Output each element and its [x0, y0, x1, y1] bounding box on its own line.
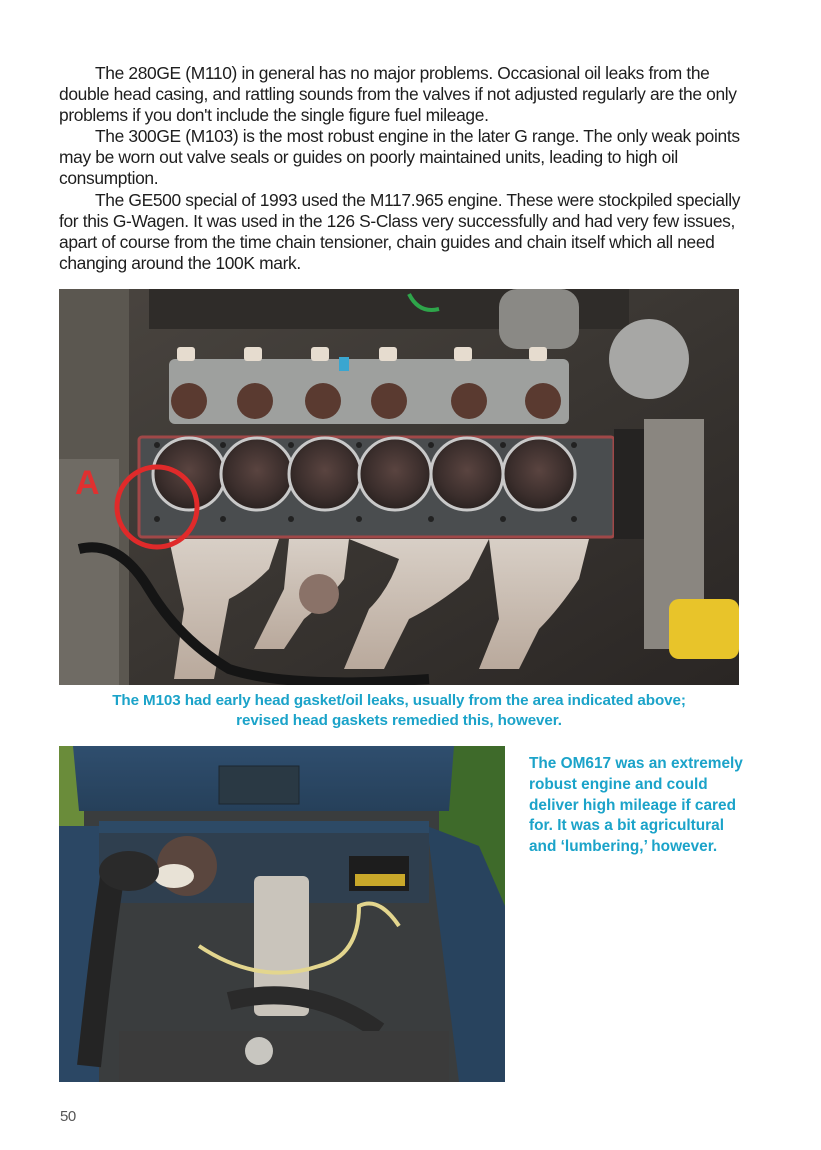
- annotation-label-a: A: [75, 464, 100, 502]
- page-number: 50: [60, 1108, 76, 1125]
- m103-engine-photo: [59, 289, 739, 685]
- caption-line-2: revised head gaskets remedied this, however.: [236, 712, 562, 729]
- figure-caption-m103: [59, 691, 739, 731]
- engine-bay-image: [59, 746, 505, 1082]
- caption-line-1: The M103 had early head gasket/oil leaks, usually from the area indicated above;: [112, 692, 686, 709]
- om617-engine-bay-photo: [59, 746, 505, 1082]
- paragraph-280ge: The 280GE (M110) in general has no major problems. Occasional oil leaks from the double head casing, and rattling sounds from the valves if not adjusted regularly are the only problems if you don't include the single figure fuel mileage.: [59, 63, 737, 126]
- paragraph-ge500: The GE500 special of 1993 used the M117.965 engine. These were stockpiled specially for this G-Wagen. It was used in the 126 S-Class very successfully and had very few issues, apart of course from the time chain tensioner, chain guides and chain itself which all need changing around the 100K mark.: [59, 189, 741, 273]
- body-text: [59, 63, 749, 274]
- engine-block-image: [59, 289, 739, 685]
- figure-caption-om617: The OM617 was an extremely robust engine and could deliver high mileage if cared for. It was a bit agricultural and ‘lumbering,’ however.: [529, 755, 743, 856]
- paragraph-300ge: The 300GE (M103) is the most robust engine in the later G range. The only weak points may be worn out valve seals or guides on poorly maintained units, leading to high oil consumption.: [59, 126, 740, 189]
